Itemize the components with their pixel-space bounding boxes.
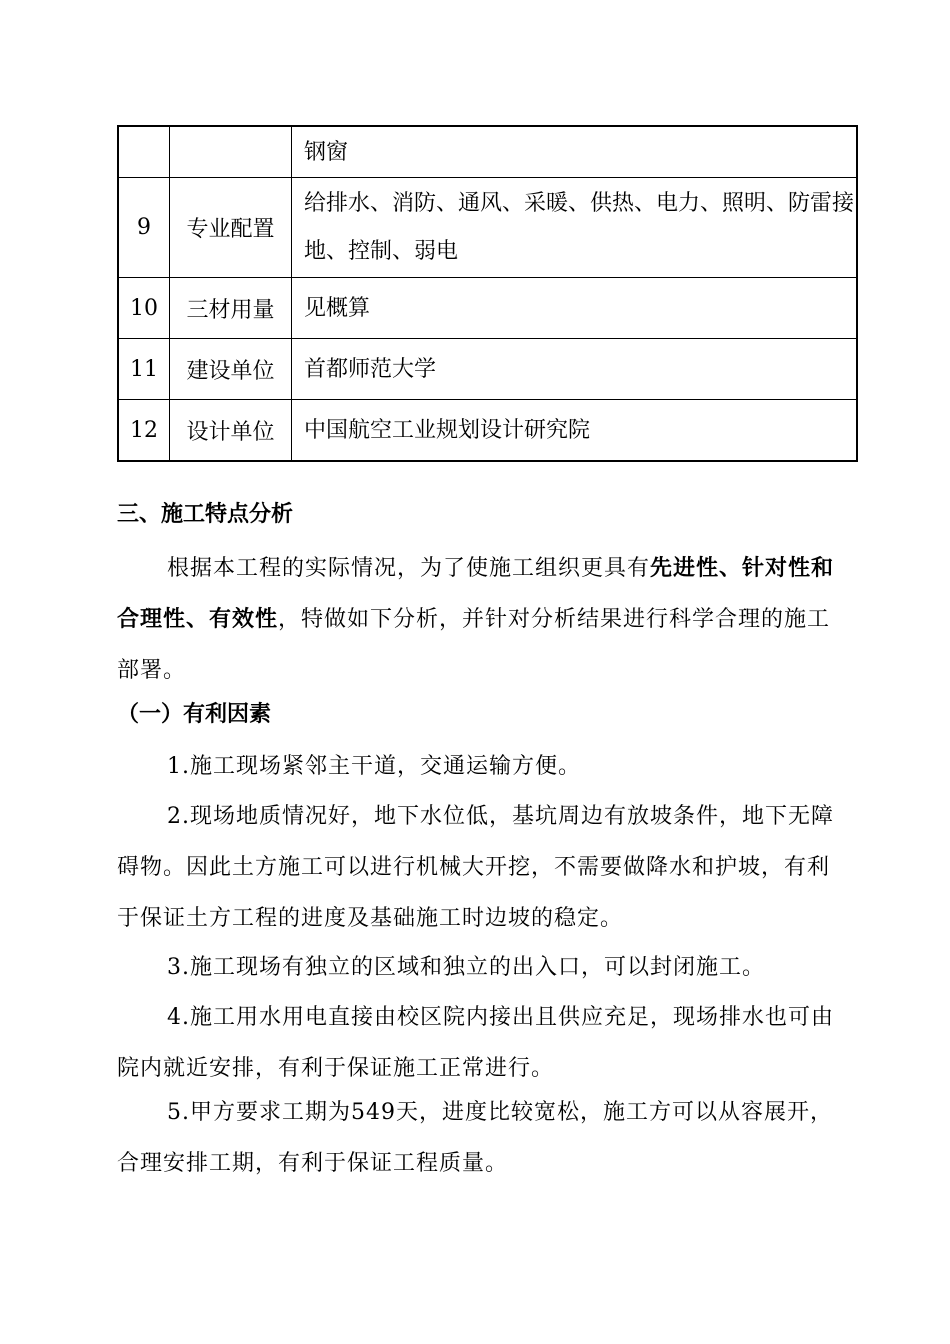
intro-emphasis: 先进性、针对性和合理性、有效性 [117,556,835,632]
intro-text: 根据本工程的实际情况，为了使施工组织更具有 [167,556,651,581]
project-info-table [117,125,858,462]
table-row [118,400,857,462]
row-item-name: 专业配置 [170,178,292,278]
row-number: 9 [118,178,170,278]
list-item: 1.施工现场紧邻主干道，交通运输方便。 [167,754,581,779]
row-item-value: 首都师范大学 [292,339,858,400]
row-item-value: 中国航空工业规划设计研究院 [292,400,858,462]
table-row [118,339,857,400]
list-item: 3.施工现场有独立的区域和独立的出入口，可以封闭施工。 [167,955,765,980]
table-row [118,278,857,339]
row-item-name: 三材用量 [170,278,292,339]
row-number: 10 [118,278,170,339]
intro-text-continued: ，特做如下分析，并针对分析结果进行科学合理的施工部署。 [117,607,831,683]
section-heading: 三、施工特点分析 [117,502,294,527]
row-number: 11 [118,339,170,400]
list-item: 4.施工用水用电直接由校区院内接出且供应充足，现场排水也可由院内就近安排，有利于保证施工正常进行。 [117,1005,834,1081]
intro-paragraph [117,543,842,696]
row-item-value: 见概算 [292,278,858,339]
row-item-value: 给排水、消防、通风、采暖、供热、电力、照明、防雷接地、控制、弱电 [292,178,858,278]
row-item-value: 钢窗 [292,126,858,178]
row-item-name [170,126,292,178]
row-number [118,126,170,178]
row-number: 12 [118,400,170,462]
list-item: 5.甲方要求工期为549天，进度比较宽松，施工方可以从容展开，合理安排工期，有利于保证工程质量。 [117,1100,833,1176]
list-item: 2.现场地质情况好，地下水位低，基坑周边有放坡条件，地下无障碍物。因此土方施工可以进行机械大开挖，不需要做降水和护坡，有利于保证土方工程的进度及基础施工时边坡的稳定。 [117,804,834,931]
subsection-heading: （一）有利因素 [117,702,272,727]
table-row [118,178,857,278]
row-item-name: 建设单位 [170,339,292,400]
table-row [118,126,857,178]
row-item-name: 设计单位 [170,400,292,462]
